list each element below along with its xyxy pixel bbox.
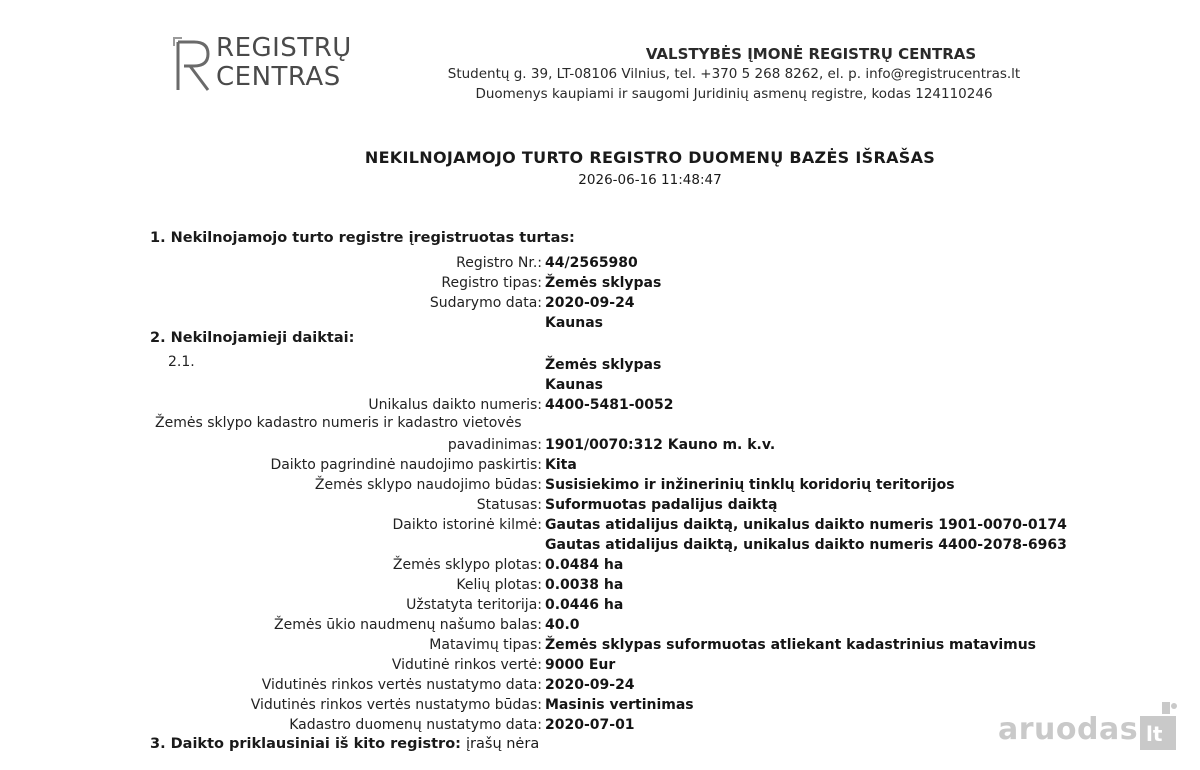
row-label: Unikalus daikto numeris: [368, 397, 542, 413]
organization-header [394, 44, 1074, 104]
section-2-row [0, 575, 1200, 595]
row-value: 44/2565980 [545, 255, 638, 271]
row-value: Žemės sklypas suformuotas atliekant kadastrinius matavimus [545, 637, 1037, 653]
row-label: Žemės sklypo plotas: [392, 557, 542, 573]
object-type: Žemės sklypas [545, 357, 662, 373]
cadastre-label-line-2: pavadinimas: [447, 437, 542, 453]
section-2-row [0, 475, 1200, 495]
section-3-heading-text: 3. Daikto priklausiniai iš kito registro: [150, 736, 461, 752]
row-value: 4400-5481-0052 [545, 397, 674, 413]
object-city: Kaunas [545, 377, 604, 393]
section-2-row [0, 435, 1200, 455]
section-2-heading: 2. Nekilnojamieji daiktai: [150, 330, 355, 346]
row-value: 40.0 [545, 617, 580, 633]
item-index: 2.1. [168, 354, 195, 370]
row-value: Kaunas [545, 315, 604, 331]
row-label: Žemės sklypo naudojimo būdas: [314, 477, 542, 493]
row-value: 2020-09-24 [545, 677, 635, 693]
section-1-row [0, 293, 1200, 313]
row-value: 2020-09-24 [545, 295, 635, 311]
row-value: Žemės sklypas [545, 275, 662, 291]
section-2-row [0, 413, 1200, 433]
row-value: Gautas atidalijus daiktą, unikalus daikto numeris 4400-2078-6963 [545, 537, 1067, 553]
section-2-row [0, 535, 1200, 555]
section-2-row [0, 655, 1200, 675]
document-timestamp: 2026-06-16 11:48:47 [578, 172, 722, 188]
row-label: Žemės ūkio naudmenų našumo balas: [274, 617, 542, 633]
registry-r-mark-icon [172, 36, 212, 94]
section-1-row [0, 273, 1200, 293]
section-3-heading [150, 736, 539, 752]
row-label: Registro Nr.: [456, 255, 542, 271]
row-label: Vidutinės rinkos vertės nustatymo data: [261, 677, 542, 693]
row-value: 2020-07-01 [545, 717, 635, 733]
cadastre-label-line-1: Žemės sklypo kadastro numeris ir kadastro vietovės [155, 415, 522, 431]
section-2-row [0, 595, 1200, 615]
section-1-row [0, 253, 1200, 273]
aruodas-watermark [998, 700, 1188, 760]
organization-name: VALSTYBĖS ĮMONĖ REGISTRŲ CENTRAS [645, 45, 977, 63]
row-label: Sudarymo data: [429, 295, 542, 311]
row-value: Masinis vertinimas [545, 697, 694, 713]
logo-wordmark [216, 34, 352, 92]
section-2-row [0, 395, 1200, 415]
watermark-text: aruodas [998, 712, 1139, 747]
document-title: NEKILNOJAMOJO TURTO REGISTRO DUOMENŲ BAZĖS IŠRAŠAS [364, 148, 936, 167]
document-title-block [0, 146, 1200, 190]
section-2-row [0, 675, 1200, 695]
section-2-row [0, 615, 1200, 635]
row-label: Kelių plotas: [456, 577, 542, 593]
row-label: Užstatyta teritorija: [406, 597, 542, 613]
section-2-row [0, 635, 1200, 655]
organization-address: Studentų g. 39, LT-08106 Vilnius, tel. +370 5 268 8262, el. p. info@registrucentras.lt [447, 66, 1021, 82]
row-label: Vidutinė rinkos vertė: [391, 657, 542, 673]
row-value: 0.0484 ha [545, 557, 624, 573]
row-label: Daikto pagrindinė naudojimo paskirtis: [270, 457, 542, 473]
row-value: 0.0446 ha [545, 597, 624, 613]
row-label: Registro tipas: [441, 275, 542, 291]
section-2-row [0, 355, 1200, 375]
logo-line-1: REGISTRŲ [216, 33, 352, 63]
row-label: Matavimų tipas: [429, 637, 542, 653]
watermark-suffix: lt [1146, 722, 1163, 746]
row-label: Kadastro duomenų nustatymo data: [289, 717, 542, 733]
row-value: Gautas atidalijus daiktą, unikalus daikto numeris 1901-0070-0174 [545, 517, 1067, 533]
section-3-value: įrašų nėra [466, 736, 540, 752]
registru-centras-logo [172, 33, 352, 98]
section-2-row [0, 375, 1200, 395]
row-value: Susisiekimo ir inžinerinių tinklų koridorių teritorijos [545, 477, 955, 493]
organization-registry-note: Duomenys kaupiami ir saugomi Juridinių asmenų registre, kodas 124110246 [475, 86, 993, 102]
logo-line-2: CENTRAS [216, 62, 341, 92]
cadastre-value: 1901/0070:312 Kauno m. k.v. [545, 437, 776, 453]
section-2-row [0, 515, 1200, 535]
row-label: Vidutinės rinkos vertės nustatymo būdas: [250, 697, 542, 713]
row-label: Daikto istorinė kilmė: [392, 517, 542, 533]
section-2-row [0, 495, 1200, 515]
row-value: 0.0038 ha [545, 577, 624, 593]
row-value: 9000 Eur [545, 657, 616, 673]
section-1-heading: 1. Nekilnojamojo turto registre įregistruotas turtas: [150, 230, 575, 246]
row-label: Statusas: [476, 497, 542, 513]
row-value: Suformuotas padalijus daiktą [545, 497, 778, 513]
section-2-row [0, 555, 1200, 575]
row-value: Kita [545, 457, 577, 473]
section-2-row [0, 455, 1200, 475]
